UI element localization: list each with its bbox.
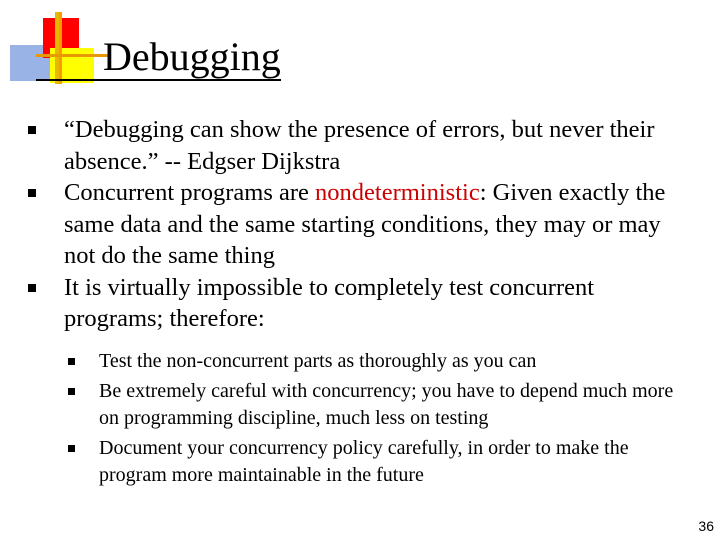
- square-bullet-icon: [68, 358, 75, 365]
- decorative-logo: [0, 0, 110, 90]
- page-number: 36: [698, 518, 714, 534]
- bullet-text: It is virtually impossible to completely test concurrent programs; therefore:: [64, 273, 595, 332]
- slide-content: [28, 114, 698, 492]
- bullet-item: [28, 114, 698, 177]
- square-bullet-icon: [28, 126, 36, 134]
- title-underline: [36, 79, 281, 81]
- sub-bullet-item: [64, 435, 698, 489]
- bullet-text-suffix: : Given exactly the same data and the same starting conditions, they may or may not do the same thing: [64, 179, 666, 269]
- bullet-item: [28, 177, 698, 272]
- square-bullet-icon: [28, 284, 36, 292]
- sub-bullet-list: [64, 348, 698, 489]
- bullet-text-prefix: Concurrent programs are: [64, 179, 316, 206]
- highlighted-term: nondeterministic: [315, 179, 480, 206]
- sub-bullet-item: [64, 378, 698, 432]
- slide-title: Debugging: [103, 34, 281, 79]
- square-bullet-icon: [68, 445, 75, 452]
- bullet-text: “Debugging can show the presence of errors, but never their absence.” -- Edgser Dijkstra: [64, 116, 655, 175]
- square-bullet-icon: [28, 189, 36, 197]
- colored-squares-graphic: [0, 0, 110, 90]
- bullet-item: [28, 272, 698, 335]
- sub-bullet-text: Be extremely careful with concurrency; you have to depend much more on programming discipline, much less on testing: [99, 379, 674, 429]
- sub-bullet-text: Document your concurrency policy carefully, in order to make the program more maintainable in the future: [99, 436, 629, 486]
- sub-bullet-item: [64, 348, 698, 375]
- square-bullet-icon: [68, 388, 75, 395]
- sub-bullet-text: Test the non-concurrent parts as thoroughly as you can: [99, 349, 537, 372]
